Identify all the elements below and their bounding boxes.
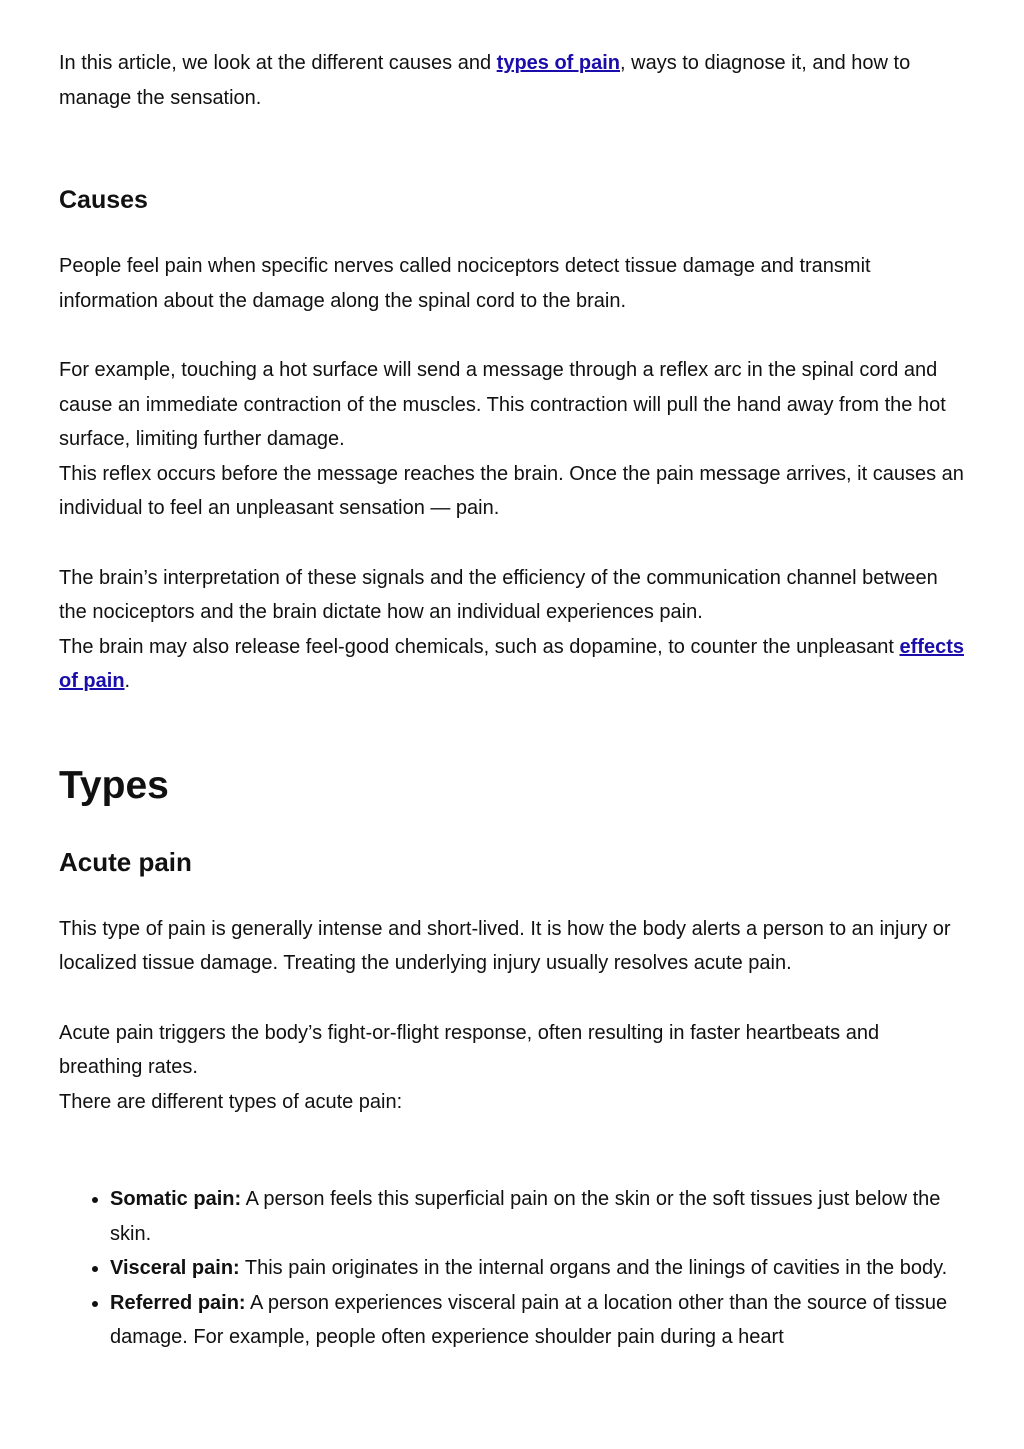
causes-p5-text-before: The brain may also release feel-good chemicals, such as dopamine, to counter the unpleasant (59, 635, 900, 658)
types-heading: Types (59, 763, 169, 807)
list-item-term: Somatic pain: (110, 1188, 242, 1210)
list-item (110, 1286, 966, 1355)
causes-paragraph-4: The brain’s interpretation of these signals and the efficiency of the communication channel between the nociceptors and the brain dictate how an individual experiences pain. (59, 566, 938, 623)
list-item-text: This pain originates in the internal organs and the linings of cavities in the body. (239, 1257, 948, 1279)
acute-paragraph-1: This type of pain is generally intense and short-lived. It is how the body alerts a person to an injury or localized tissue damage. Treating the underlying injury usually resolves acute pain. (59, 917, 951, 974)
list-item-term: Referred pain: (110, 1291, 246, 1314)
intro-text-before: In this article, we look at the different causes and (59, 52, 497, 74)
causes-p5-text-after: . (124, 670, 131, 692)
acute-pain-heading: Acute pain (59, 846, 192, 877)
effects-of-pain-link[interactable]: effects of pain (59, 635, 964, 692)
list-item (110, 1182, 966, 1251)
acute-paragraph-3: There are different types of acute pain: (59, 1090, 403, 1113)
acute-paragraph-2: Acute pain triggers the body’s fight-or-flight response, often resulting in faster heartbeats and breathing rates. (59, 1021, 880, 1078)
acute-pain-types-list (59, 1182, 966, 1355)
intro-text-after: , ways to diagnose it, and how to manage the sensation. (59, 52, 911, 109)
intro-paragraph (59, 46, 966, 115)
list-item-term: Visceral pain: (110, 1257, 240, 1279)
causes-paragraph-3: This reflex occurs before the message reaches the brain. Once the pain message arrives, it causes an individual to feel an unpleasant sensation — pain. (59, 462, 964, 519)
causes-heading: Causes (59, 186, 148, 214)
causes-paragraph-2: For example, touching a hot surface will send a message through a reflex arc in the spinal cord and cause an immediate contraction of the muscles. This contraction will pull the hand away from the hot surface, limiting further damage. (59, 359, 946, 450)
list-item-text: A person experiences visceral pain at a location other than the source of tissue damage. For example, people often experience shoulder pain during a heart (110, 1291, 948, 1348)
causes-paragraph-1: People feel pain when specific nerves called nociceptors detect tissue damage and transmit information about the damage along the spinal cord to the brain. (59, 255, 871, 312)
list-item-text: A person feels this superficial pain on the skin or the soft tissues just below the skin. (110, 1188, 941, 1245)
causes-paragraph-5 (59, 630, 966, 699)
types-of-pain-link[interactable]: types of pain (496, 52, 621, 74)
list-item (110, 1251, 966, 1286)
